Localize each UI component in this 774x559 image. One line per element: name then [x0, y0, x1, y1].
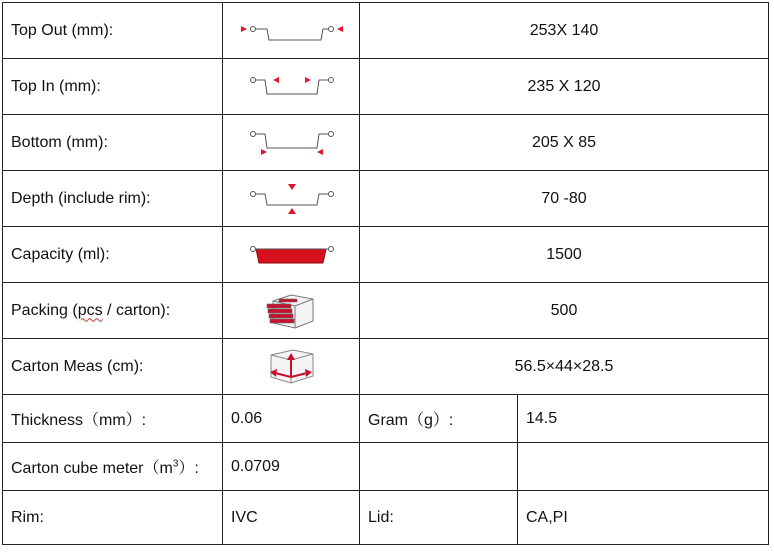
spec-table — [2, 2, 769, 545]
gram-label: Gram（g）: — [360, 395, 518, 443]
depth-diagram-icon — [223, 171, 360, 227]
thickness-label: Thickness（mm）: — [3, 395, 223, 443]
row-label: Depth (include rim): — [3, 171, 223, 227]
label-text: Packing ( — [11, 301, 78, 319]
table-row — [3, 227, 769, 283]
label-text: / carton): — [102, 301, 171, 319]
top-in-diagram-icon — [223, 59, 360, 115]
row-label: Carton Meas (cm): — [3, 339, 223, 395]
table-row — [3, 59, 769, 115]
label-text: Carton cube meter（m — [11, 460, 173, 477]
row-label: Capacity (ml): — [3, 227, 223, 283]
row-label: Top In (mm): — [3, 59, 223, 115]
superscript: 3 — [172, 458, 179, 470]
row-label: Bottom (mm): — [3, 115, 223, 171]
row-value: 1500 — [360, 227, 769, 283]
table-row — [3, 115, 769, 171]
label-text: pcs — [77, 301, 103, 319]
cube-label — [3, 443, 223, 491]
gram-value: 14.5 — [518, 395, 769, 443]
table-row — [3, 395, 769, 443]
row-label: Top Out (mm): — [3, 3, 223, 59]
row-value: 205 X 85 — [360, 115, 769, 171]
rim-value: IVC — [223, 491, 360, 545]
rim-label: Rim: — [3, 491, 223, 545]
table-row — [3, 491, 769, 545]
empty-cell — [518, 443, 769, 491]
table-row — [3, 283, 769, 339]
row-label — [3, 283, 223, 339]
row-value: 70 -80 — [360, 171, 769, 227]
bottom-diagram-icon — [223, 115, 360, 171]
table-row — [3, 339, 769, 395]
stacked-trays-icon — [223, 283, 360, 339]
cube-value: 0.0709 — [223, 443, 360, 491]
empty-cell — [360, 443, 518, 491]
row-value: 500 — [360, 283, 769, 339]
carton-box-icon — [223, 339, 360, 395]
top-out-diagram-icon — [223, 3, 360, 59]
label-text: ）: — [178, 460, 199, 477]
row-value: 253X 140 — [360, 3, 769, 59]
lid-label: Lid: — [360, 491, 518, 545]
capacity-tray-icon — [223, 227, 360, 283]
table-row — [3, 443, 769, 491]
thickness-value: 0.06 — [223, 395, 360, 443]
row-value: 56.5×44×28.5 — [360, 339, 769, 395]
row-value: 235 X 120 — [360, 59, 769, 115]
table-row — [3, 3, 769, 59]
lid-value: CA,PI — [518, 491, 769, 545]
table-row — [3, 171, 769, 227]
